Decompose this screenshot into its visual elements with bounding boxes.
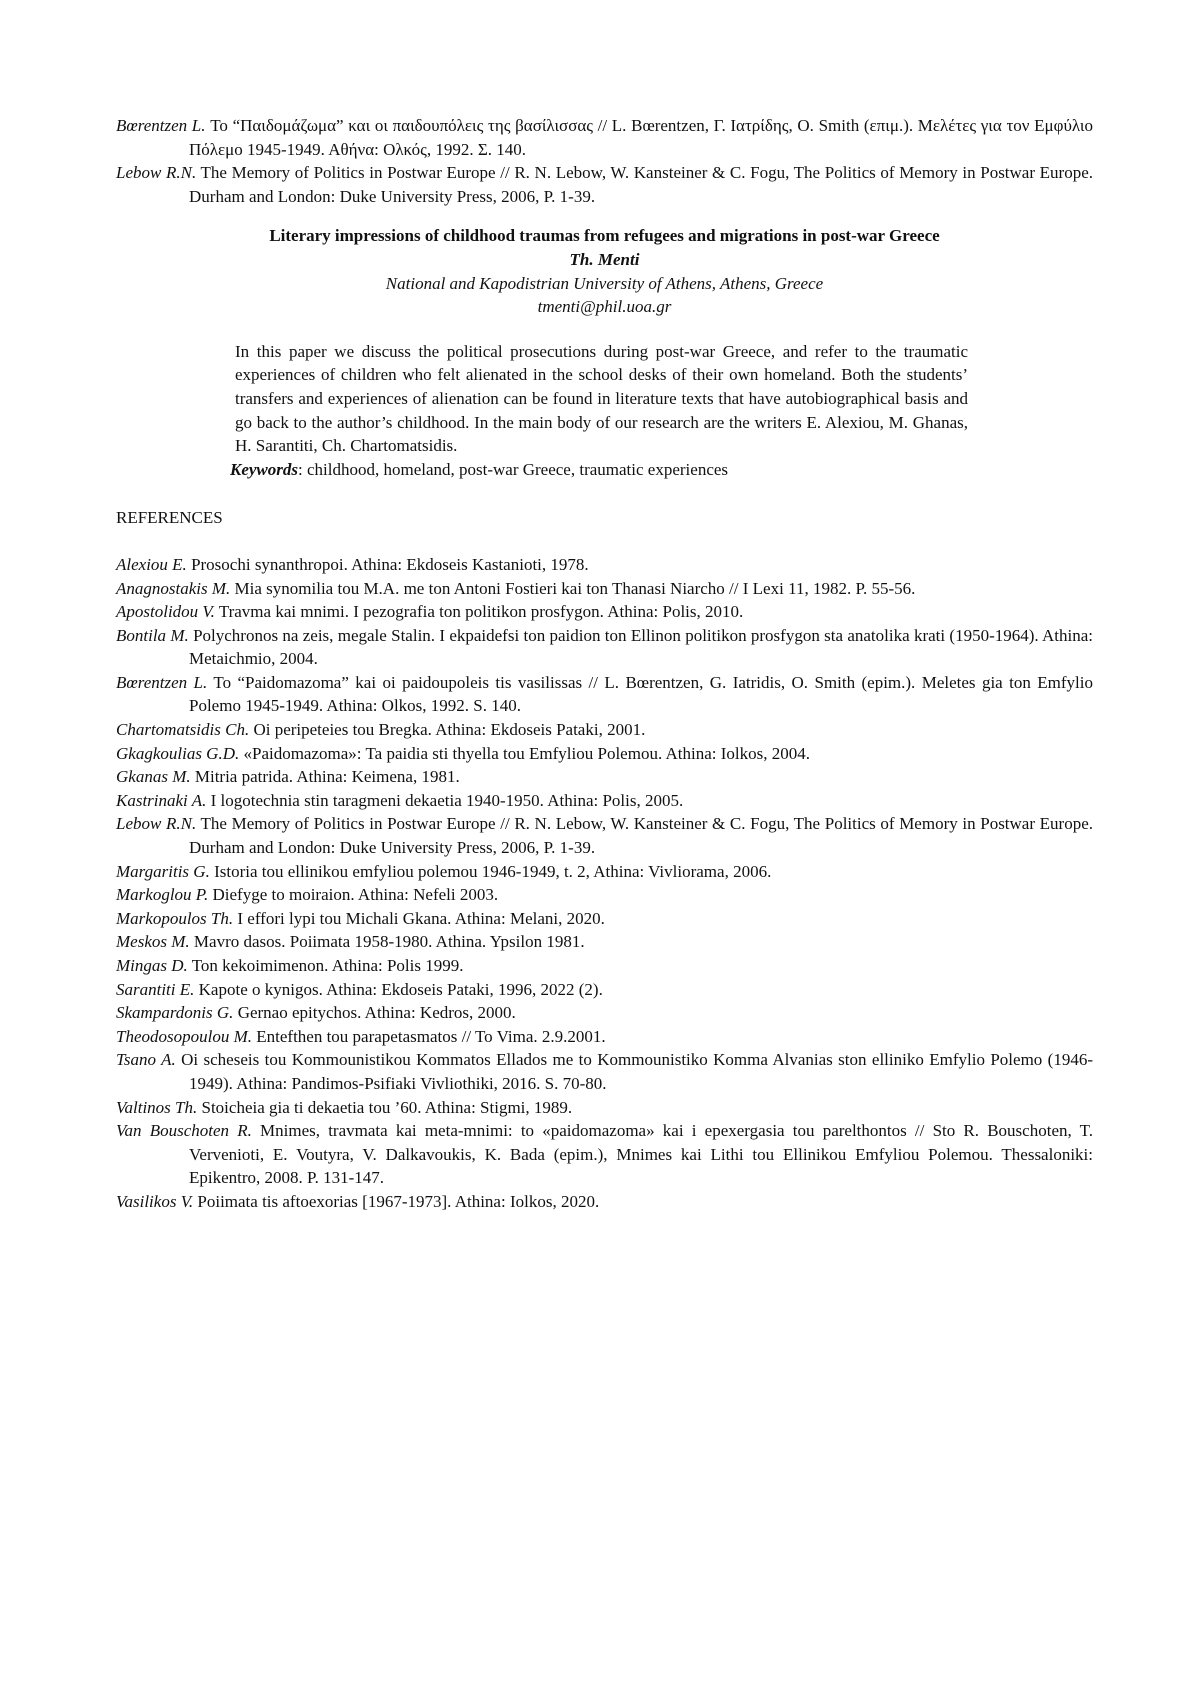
reference-author: Vasilikos V. — [116, 1192, 193, 1211]
paper-title: Literary impressions of childhood traumas from refugees and migrations in post-war Greece — [116, 224, 1093, 248]
reference-entry — [116, 1025, 1093, 1049]
reference-entry — [116, 1096, 1093, 1120]
reference-text: Poiimata tis aftoexorias [1967-1973]. Athina: Iolkos, 2020. — [193, 1192, 599, 1211]
reference-author: Skampardonis G. — [116, 1003, 233, 1022]
reference-text: Gernao epitychos. Athina: Kedros, 2000. — [233, 1003, 515, 1022]
reference-text: Ton kekoimimenon. Athina: Polis 1999. — [188, 956, 464, 975]
reference-author: Kastrinaki A. — [116, 791, 206, 810]
reference-text: I logotechnia stin taragmeni dekaetia 1940-1950. Athina: Polis, 2005. — [206, 791, 683, 810]
document-page — [116, 114, 1093, 1214]
reference-entry — [116, 577, 1093, 601]
reference-text: I effori lypi tou Michali Gkana. Athina: Melani, 2020. — [233, 909, 605, 928]
keywords-label: Keywords — [230, 460, 298, 479]
reference-entry — [116, 860, 1093, 884]
reference-author: Anagnostakis M. — [116, 579, 230, 598]
reference-entry — [116, 1048, 1093, 1095]
reference-text: Oi peripeteies tou Bregka. Athina: Ekdoseis Pataki, 2001. — [249, 720, 645, 739]
reference-entry — [116, 765, 1093, 789]
reference-text: Travma kai mnimi. I pezografia ton politikon prosfygon. Athina: Polis, 2010. — [215, 602, 743, 621]
reference-entry — [116, 1119, 1093, 1190]
reference-text: Diefyge to moiraion. Athina: Nefeli 2003. — [208, 885, 498, 904]
reference-author: Mingas D. — [116, 956, 188, 975]
reference-author: Lebow R.N. — [116, 814, 196, 833]
reference-author: Markoglou P. — [116, 885, 208, 904]
reference-entry — [116, 907, 1093, 931]
references-heading: REFERENCES — [116, 506, 1093, 530]
reference-entry — [116, 883, 1093, 907]
reference-text: Stoicheia gia ti dekaetia tou ’60. Athina: Stigmi, 1989. — [197, 1098, 572, 1117]
reference-author: Gkanas M. — [116, 767, 191, 786]
reference-author: Lebow R.N. — [116, 163, 196, 182]
paper-header — [116, 224, 1093, 318]
reference-author: Meskos M. — [116, 932, 190, 951]
reference-entry — [116, 553, 1093, 577]
reference-entry — [116, 600, 1093, 624]
reference-author: Gkagkoulias G.D. — [116, 744, 239, 763]
reference-author: Bœrentzen L. — [116, 673, 207, 692]
reference-entry — [116, 789, 1093, 813]
reference-entry — [116, 1001, 1093, 1025]
reference-entry — [116, 812, 1093, 859]
reference-author: Apostolidou V. — [116, 602, 215, 621]
references-list — [116, 553, 1093, 1214]
reference-entry — [116, 978, 1093, 1002]
reference-entry — [116, 954, 1093, 978]
top-references — [116, 114, 1093, 208]
reference-text: Mnimes, travmata kai meta-mnimi: to «paidomazoma» kai i epexergasia tou parelthontos // Sto R. Bouschoten, T. Vervenioti, E. Voutyra, V. Dalkavoukis, K. Bada (epim.), Mnimes kai Lithi tou Ellinikou Emfyliou Polemou. Thessaloniki: Epikentro, 2008. P. 131-147. — [189, 1121, 1093, 1187]
reference-entry — [116, 671, 1093, 718]
reference-text: Prosochi synanthropoi. Athina: Ekdoseis Kastanioti, 1978. — [187, 555, 589, 574]
paper-author: Th. Menti — [116, 248, 1093, 272]
reference-author: Bœrentzen L. — [116, 116, 206, 135]
paper-email: tmenti@phil.uoa.gr — [116, 295, 1093, 319]
keywords-line — [230, 458, 1093, 482]
abstract: In this paper we discuss the political prosecutions during post-war Greece, and refer to the traumatic experiences of children who felt alienated in the school desks of their own homeland. Both the students’ transfers and experiences of alienation can be found in literature texts that have autobiographical basis and go back to the author’s childhood. In the main body of our research are the writers E. Alexiou, M. Ghanas, H. Sarantiti, Ch. Chartomatsidis. — [235, 340, 968, 458]
reference-text: Mitria patrida. Athina: Keimena, 1981. — [191, 767, 460, 786]
reference-entry — [116, 161, 1093, 208]
reference-text: Istoria tou ellinikou emfyliou polemou 1946-1949, t. 2, Athina: Vivliorama, 2006. — [210, 862, 772, 881]
reference-text: «Paidomazoma»: Ta paidia sti thyella tou Emfyliou Polemou. Athina: Iolkos, 2004. — [239, 744, 810, 763]
reference-author: Tsano A. — [116, 1050, 176, 1069]
reference-author: Valtinos Th. — [116, 1098, 197, 1117]
reference-entry — [116, 930, 1093, 954]
paper-affiliation: National and Kapodistrian University of Athens, Athens, Greece — [116, 272, 1093, 296]
reference-text: Mavro dasos. Poiimata 1958-1980. Athina. Ypsilon 1981. — [190, 932, 585, 951]
keywords-text: : childhood, homeland, post-war Greece, traumatic experiences — [298, 460, 728, 479]
reference-text: Το “Παιδομάζωμα” και οι παιδουπόλεις της βασίλισσας // L. Bœrentzen, Γ. Ιατρίδης, O. Smith (επιμ.). Μελέτες για τον Εμφύλιο Πόλεμο 1945-1949. Αθήνα: Ολκός, 1992. Σ. 140. — [189, 116, 1093, 159]
reference-author: Bontila M. — [116, 626, 189, 645]
reference-author: Alexiou E. — [116, 555, 187, 574]
reference-author: Markopoulos Th. — [116, 909, 233, 928]
reference-text: The Memory of Politics in Postwar Europe // R. N. Lebow, W. Kansteiner & C. Fogu, The Politics of Memory in Postwar Europe. Durham and London: Duke University Press, 2006, P. 1-39. — [189, 814, 1093, 857]
reference-entry — [116, 114, 1093, 161]
reference-author: Sarantiti E. — [116, 980, 194, 999]
reference-entry — [116, 718, 1093, 742]
reference-text: Oi scheseis tou Kommounistikou Kommatos Ellados me to Kommounistiko Komma Alvanias ston elliniko Emfylio Polemo (1946-1949). Athina: Pandimos-Psifiaki Vivliothiki, 2016. S. 70-80. — [176, 1050, 1093, 1093]
reference-text: Mia synomilia tou M.A. me ton Antoni Fostieri kai ton Thanasi Niarcho // I Lexi 11, 1982. P. 55-56. — [230, 579, 915, 598]
reference-text: The Memory of Politics in Postwar Europe // R. N. Lebow, W. Kansteiner & C. Fogu, The Politics of Memory in Postwar Europe. Durham and London: Duke University Press, 2006, P. 1-39. — [189, 163, 1093, 206]
reference-entry — [116, 1190, 1093, 1214]
reference-text: Kapote o kynigos. Athina: Ekdoseis Pataki, 1996, 2022 (2). — [194, 980, 602, 999]
reference-text: Polychronos na zeis, megale Stalin. I ekpaidefsi ton paidion ton Ellinon politikon prosfygon sta anatolika krati (1950-1964). Athina: Metaichmio, 2004. — [189, 626, 1093, 669]
reference-text: To “Paidomazoma” kai oi paidoupoleis tis vasilissas // L. Bœrentzen, G. Iatridis, O. Smith (epim.). Meletes gia ton Emfylio Polemo 1945-1949. Athina: Olkos, 1992. S. 140. — [189, 673, 1093, 716]
reference-entry — [116, 742, 1093, 766]
reference-author: Van Bouschoten R. — [116, 1121, 252, 1140]
reference-author: Margaritis G. — [116, 862, 210, 881]
reference-entry — [116, 624, 1093, 671]
reference-author: Theodosopoulou M. — [116, 1027, 252, 1046]
reference-text: Entefthen tou parapetasmatos // To Vima. 2.9.2001. — [252, 1027, 606, 1046]
reference-author: Chartomatsidis Ch. — [116, 720, 249, 739]
